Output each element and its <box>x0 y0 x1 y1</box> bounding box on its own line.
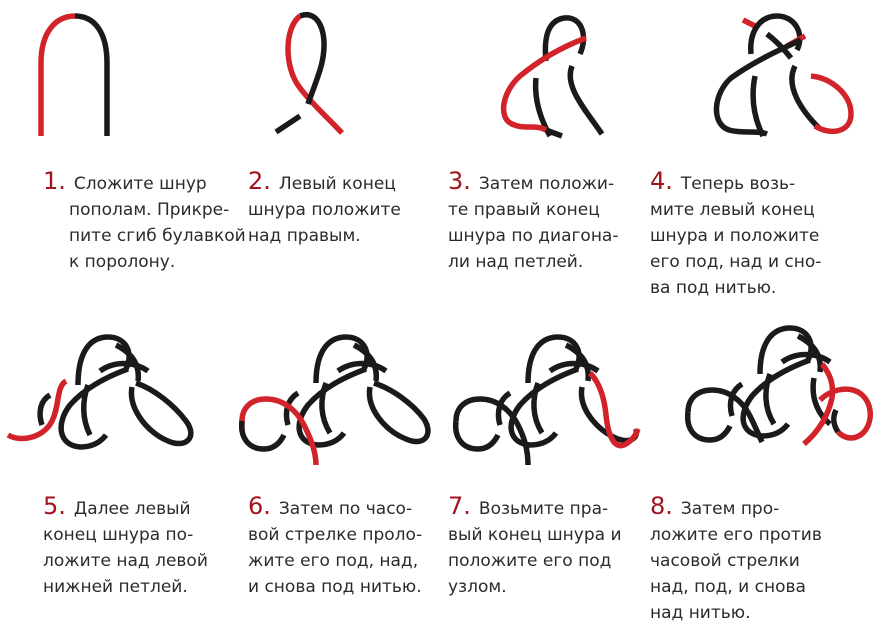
knot-step-8-illustration <box>680 320 880 460</box>
step-8-caption: 8. Затем про- ложите его против часовой стрелки над, под, и снова над нитью. <box>650 492 822 623</box>
knot-step-2-illustration <box>270 8 370 143</box>
knot-step-1-illustration <box>30 8 130 143</box>
step-2-caption: 2. Левый конец шнура положите над правым. <box>248 167 401 246</box>
step-5-number: 5. <box>43 492 66 520</box>
step-1-caption: 1. Сложите шнур пополам. Прикре- пите сгиб булавкой к поролону. <box>43 167 246 272</box>
step-7-number: 7. <box>448 492 471 520</box>
knot-step-5-illustration <box>8 325 208 455</box>
knot-step-7-illustration <box>448 325 648 470</box>
step-4-number: 4. <box>650 167 673 195</box>
step-3-caption: 3. Затем положи- те правый конец шнура по диагона- ли над петлей. <box>448 167 619 272</box>
step-5-caption: 5. Далее левый конец шнура по- ложите над левой нижней петлей. <box>43 492 208 597</box>
step-7-caption: 7. Возьмите пра- вый конец шнура и положите его под узлом. <box>448 492 622 597</box>
knot-step-4-illustration <box>705 6 860 146</box>
step-6-caption: 6. Затем по часо- вой стрелке проло- жите его под, над, и снова под нитью. <box>248 492 423 597</box>
step-3-number: 3. <box>448 167 471 195</box>
knot-step-6-illustration <box>236 325 436 470</box>
step-8-number: 8. <box>650 492 673 520</box>
step-6-number: 6. <box>248 492 271 520</box>
step-2-number: 2. <box>248 167 271 195</box>
knot-step-3-illustration <box>490 6 620 146</box>
step-1-number: 1. <box>43 167 66 195</box>
step-4-caption: 4. Теперь возь- мите левый конец шнура и положите его под, над и сно- ва под нитью. <box>650 167 822 298</box>
